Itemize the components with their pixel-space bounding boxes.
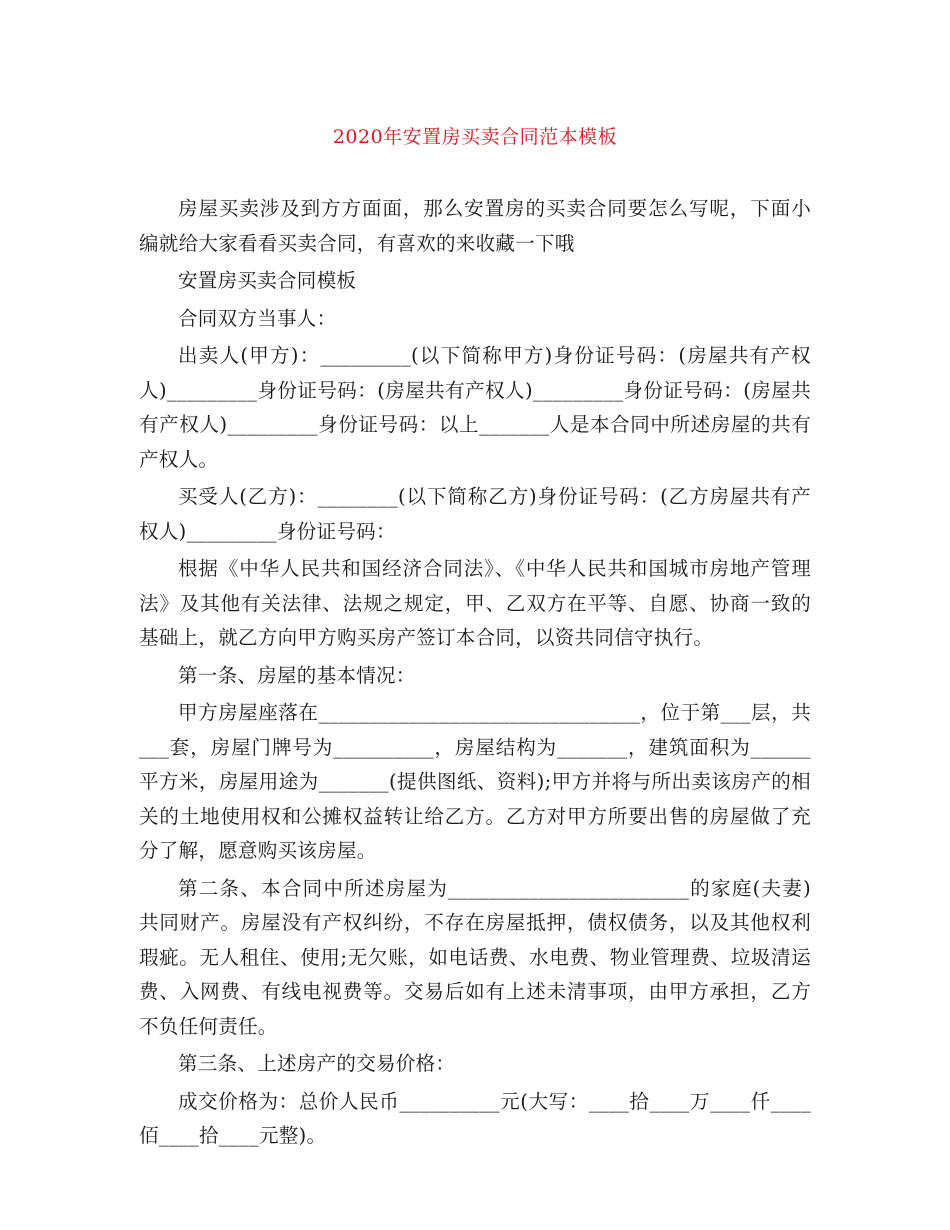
paragraph-intro: 房屋买卖涉及到方方面面，那么安置房的买卖合同要怎么写呢，下面小编就给大家看看买卖合同，有喜欢的来收藏一下哦 [139, 197, 811, 255]
paragraph-article-1-body: 甲方房屋座落在________________________________，位于第___层，共___套，房屋门牌号为__________，房屋结构为_______，建筑面积为______平方米，房屋用途为_______(提供图纸、资料);甲方并将与所出卖该房产的相关的土地使用权和公摊权益转让给乙方。乙方对甲方所要出售的房屋做了充分了解，愿意购买该房屋。 [139, 701, 811, 862]
paragraph-parties-heading: 合同双方当事人： [178, 306, 337, 330]
paragraph-article-1-heading: 第一条、房屋的基本情况： [178, 663, 416, 687]
paragraph-legal-basis: 根据《中华人民共和国经济合同法》、《中华人民共和国城市房地产管理法》及其他有关法律、法规之规定，甲、乙双方在平等、自愿、协商一致的基础上，就乙方向甲方购买房产签订本合同，以资共同信守执行。 [139, 557, 811, 649]
paragraph-contract-heading: 安置房买卖合同模板 [178, 269, 357, 292]
paragraph-seller: 出卖人(甲方)：_________(以下简称甲方)身份证号码：(房屋共有产权人)_________身份证号码：(房屋共有产权人)_________身份证号码：(房屋共有产权人)_________身份证号码：以上_______人是本合同中所述房屋的共有产权人。 [139, 344, 811, 471]
paragraph-article-3-price: 成交价格为：总价人民币__________元(大写：____拾____万____仟____佰____拾____元整)。 [139, 1089, 811, 1147]
document-body [139, 192, 811, 1157]
paragraph-article-2: 第二条、本合同中所述房屋为________________________的家庭(夫妻)共同财产。房屋没有产权纠纷，不存在房屋抵押，债权债务，以及其他权利瑕疵。无人租住、使用;无欠账，如电话费、水电费、物业管理费、垃圾清运费、入网费、有线电视费等。交易后如有上述未清事项，由甲方承担，乙方不负任何责任。 [139, 876, 811, 1038]
paragraph-buyer: 买受人(乙方)：________(以下简称乙方)身份证号码：(乙方房屋共有产权人)_________身份证号码： [139, 485, 811, 543]
paragraph-article-3-heading: 第三条、上述房产的交易价格： [178, 1052, 456, 1075]
document-title: 2020年安置房买卖合同范本模板 [332, 126, 618, 148]
